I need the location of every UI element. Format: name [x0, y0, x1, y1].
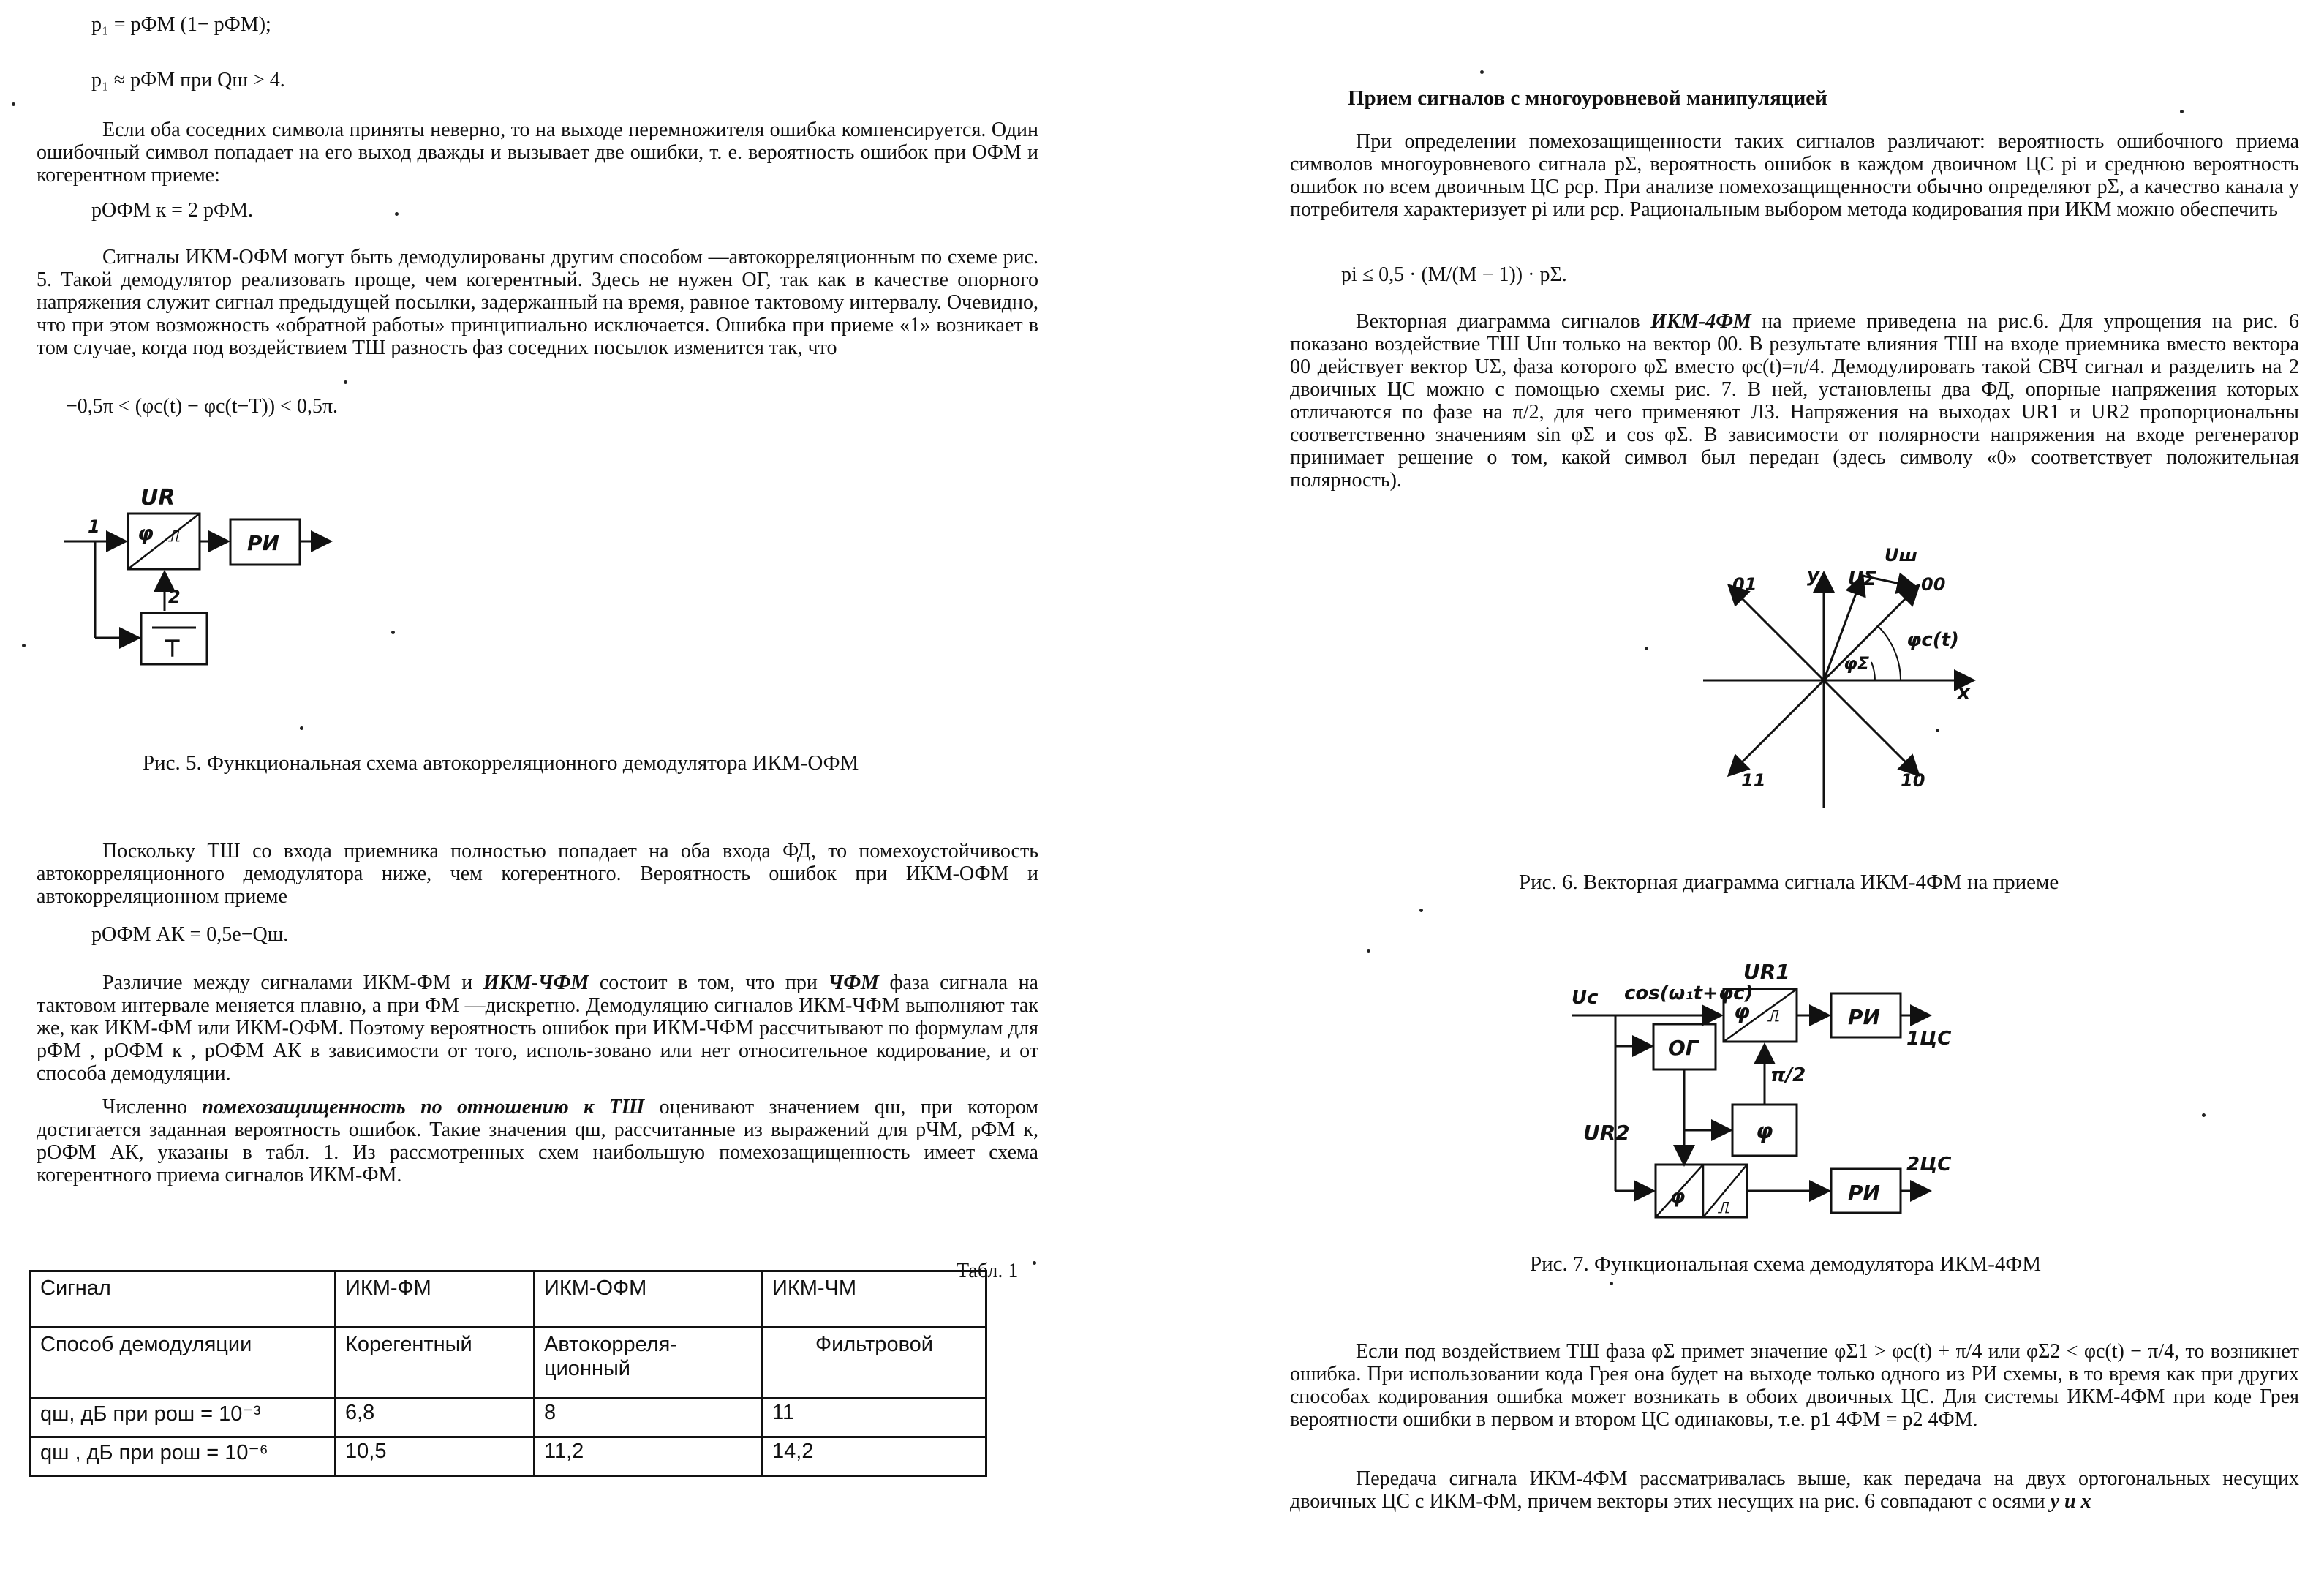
fig7-ur1-phi: φ [1734, 999, 1750, 1023]
fig7-ur2-phi: φ [1670, 1186, 1686, 1208]
fig5-delay-label: T [165, 635, 180, 663]
table-row [31, 1437, 986, 1476]
scan-speck [1936, 729, 1939, 732]
table-cell: Корегентный [336, 1328, 535, 1399]
table-cell: Автокорреля-ционный [535, 1328, 763, 1399]
paragraph-noise-immunity: Поскольку ТШ со входа приемника полностью попадает на оба входа ФД, то помехоустойчивость автокорреляционного демодулятора ниже, чем когерентного. Вероятность ошибок при ИКМ-ОФМ и автокорреляционном приеме [37, 840, 1038, 908]
paragraph-gray-code: Если под воздействием ТШ фаза φΣ примет значение φΣ1 > φc(t) + π/4 или φΣ2 < φc(t) − π/4, то возникнет ошибка. При использовании кода Грея она будет на выходе только одного из РИ схемы, в то время как при других способах кодирования ошибка может возникать в обоих двоичных ЦС. Для системы ИКМ-4ФМ при коде Грея вероятности ошибки в первом и втором ЦС одинаковы, т.е. p1 4ФМ = p2 4ФМ. [1290, 1340, 2299, 1431]
scan-speck [1645, 647, 1648, 650]
scan-speck [300, 726, 303, 730]
fig6-u-noise-label: Uш [1885, 545, 1917, 565]
scan-speck [391, 631, 395, 634]
table-cell: Сигнал [31, 1271, 336, 1328]
scan-speck [22, 644, 26, 647]
paragraph-vector-diagram: Векторная диаграмма сигналов ИКМ-4ФМ на приеме приведена на рис.6. Для упрощения на рис. 6 показано воздействие ТШ Uш только на вектор 00. В результате влияния ТШ на входе приемника вместо вектора 00 действует вектор UΣ, фаза которого φΣ вместо φc(t)=π/4. Демодулировать такой СВЧ сигнал и разделить на 2 двоичных ЦС можно с помощью схемы рис. 7. В ней, установлены два ФД, опорные напряжения которых отличаются по фазе на π/2, для чего применяют ЛЗ. Напряжения на выходах UR1 и UR2 пропорциональны соответственно значениям sin φΣ и cos φΣ. В зависимости от полярности напряжения на входе регенератор принимает решение о том, какой символ был передан (здесь символу «0» соответствует положительная полярность). [1290, 310, 2299, 492]
fig7-ri2: РИ [1848, 1181, 1880, 1205]
figure-5-caption: Рис. 5. Функциональная схема автокорреляционного демодулятора ИКМ-ОФМ [143, 751, 859, 775]
table-cell: qш , дБ при pош = 10⁻⁶ [31, 1437, 336, 1476]
right-page [1162, 0, 2324, 1572]
fig7-out2-label: 2ЦС [1906, 1154, 1952, 1176]
table-cell: 11 [763, 1399, 986, 1437]
scan-speck [2180, 110, 2184, 113]
fig7-ri1: РИ [1848, 1005, 1880, 1029]
fig6-u-sigma-label: UΣ [1848, 568, 1876, 590]
fig6-x-label: x [1958, 682, 1970, 704]
fig6-phi-c-label: φc(t) [1906, 629, 1959, 651]
figure-5-diagram [59, 483, 366, 680]
scan-speck [1480, 70, 1484, 74]
formula-p1-exact: p₁ = pФМ (1− pФМ); [91, 13, 271, 36]
table-cell: 14,2 [763, 1437, 986, 1476]
fig6-vector-11-label: 11 [1741, 770, 1766, 791]
table-cell: 6,8 [336, 1399, 535, 1437]
fig7-ur2-pulse: ⎍ [1718, 1199, 1729, 1217]
formula-pofm-ak: pОФМ АК = 0,5e−Qш. [91, 923, 289, 946]
paragraph-multilevel-definitions: При определении помехозащищенности таких сигналов различают: вероятность ошибочного приема символов многоуровневого сигнала pΣ, вероятность ошибок в каждом двоичном ЦС pi и среднюю вероятность ошибок по всем двоичным ЦС pср. При анализе помехозащищенности обычно определяют pΣ, а качество канала у потребителя характеризует pi или pср. Рациональным выбором метода кодирования при ИКМ можно обеспечить [1290, 130, 2299, 221]
fig5-ri: РИ [247, 531, 279, 555]
table-cell: qш, дБ при pош = 10⁻³ [31, 1399, 336, 1437]
fig7-ur1-label: UR1 [1743, 960, 1790, 984]
figure-7-caption: Рис. 7. Функциональная схема демодулятора ИКМ-4ФМ [1530, 1252, 2042, 1276]
fig7-out1-label: 1ЦС [1906, 1028, 1952, 1050]
table-row [31, 1328, 986, 1399]
fig6-phi-sigma-label: φΣ [1844, 653, 1870, 674]
left-page [0, 0, 1141, 1572]
table-cell: 10,5 [336, 1437, 535, 1476]
scan-speck [1033, 1261, 1036, 1265]
fig5-pulse: ⎍ [168, 527, 180, 546]
fig5-ur-label: UR [140, 485, 176, 511]
table-1-caption: Табл. 1 [957, 1260, 1019, 1282]
table-row [31, 1271, 986, 1328]
scan-speck [1419, 909, 1423, 912]
fig7-ur2-label: UR2 [1583, 1121, 1630, 1145]
figure-6-vector-diagram [1689, 545, 1996, 794]
fig7-uc-label: Uc [1572, 987, 1599, 1009]
scan-speck [12, 102, 15, 106]
figure-7-diagram [1572, 951, 1981, 1229]
scan-speck [344, 380, 347, 384]
fig7-og: ОГ [1668, 1036, 1699, 1060]
table-cell: ИКМ-ОФМ [535, 1271, 763, 1328]
paragraph-noise-threshold: Численно помехозащищенность по отношению к ТШ оценивают значением qш, при котором достигается заданная вероятность ошибок. Такие значения qш, рассчитанные из выражений для pЧМ, pФМ к, pОФМ АК, указаны в табл. 1. Из рассмотренных схем наибольшую помехозащищенность имеет схема когерентного приема сигналов ИКМ-ФМ. [37, 1096, 1039, 1186]
scan-speck [1367, 949, 1370, 953]
scan-speck [395, 212, 399, 216]
formula-p1-approx: p₁ ≈ pФМ при Qш > 4. [91, 69, 285, 91]
scan-speck [2202, 1113, 2206, 1117]
formula-pofm-k: pОФМ к = 2 pФМ. [91, 199, 253, 222]
fig5-feedback-label: 2 [168, 587, 181, 607]
fig6-vector-00-label: 00 [1921, 574, 1946, 595]
scan-speck [1610, 1282, 1613, 1285]
fig6-vector-10-label: 10 [1901, 770, 1925, 791]
table-cell: 8 [535, 1399, 763, 1437]
table-1 [29, 1270, 987, 1477]
paragraph-both-symbols: Если оба соседних символа приняты неверно, то на выходе перемножителя ошибка компенсируется. Один ошибочный символ попадает на его выход дважды и вызывает две ошибки, т. е. вероятность ошибок при ОФМ и когерентном приеме: [37, 119, 1038, 187]
fig7-phase-shifter: φ [1756, 1118, 1773, 1144]
fig7-cos-label: cos(ω₁t+φc) [1624, 982, 1754, 1004]
fig6-y-label: y [1807, 565, 1819, 587]
paragraph-orthogonal-carriers: Передача сигнала ИКМ-4ФМ рассматривалась выше, как передача на двух ортогональных несущих двоичных ЦС с ИКМ-ФМ, причем векторы этих несущих на рис. 6 совпадают с осями y и x [1290, 1467, 2299, 1513]
table-cell: ИКМ-ЧМ [763, 1271, 986, 1328]
table-cell: Фильтровой [763, 1328, 986, 1399]
table-row [31, 1399, 986, 1437]
formula-pi-bound: pi ≤ 0,5 · (M/(M − 1)) · pΣ. [1341, 263, 1567, 286]
section-heading: Прием сигналов с многоуровневой манипуляцией [1348, 86, 1827, 110]
figure-6-caption: Рис. 6. Векторная диаграмма сигнала ИКМ-4ФМ на приеме [1519, 870, 2059, 894]
table-cell: 11,2 [535, 1437, 763, 1476]
table-cell: Способ демодуляции [31, 1328, 336, 1399]
fig6-vector-01-label: 01 [1732, 574, 1757, 595]
fig7-ur1-pulse: ⎍ [1767, 1007, 1779, 1026]
fig5-phi: φ [137, 521, 154, 545]
fig5-input-label: 1 [88, 516, 100, 537]
formula-phase-difference: −0,5π < (φc(t) − φc(t−T)) < 0,5π. [66, 395, 339, 418]
table-cell: ИКМ-ФМ [336, 1271, 535, 1328]
paragraph-autocorrelation: Сигналы ИКМ-ОФМ могут быть демодулированы другим способом —автокорреляционным по схеме рис. 5. Такой демодулятор реализовать проще, чем когерентный. Здесь не нужен ОГ, так как в качестве опорного напряжения служит сигнал предыдущей посылки, задержанный на время, равное тактовому интервалу. Очевидно, что при этом возможность «обратной работы» принципиально исключается. Ошибка при приеме «1» возникает в том случае, когда под воздействием ТШ разность фаз соседних посылок изменится так, что [37, 246, 1038, 359]
fig7-pi2-label: π/2 [1770, 1064, 1806, 1086]
paragraph-chfm-difference: Различие между сигналами ИКМ-ФМ и ИКМ-ЧФМ состоит в том, что при ЧФМ фаза сигнала на тактовом интервале меняется плавно, а при ФМ —дискретно. Демодуляцию сигналов ИКМ-ЧФМ выполняют так же, как ИКМ-ФМ или ИКМ-ОФМ. Поэтому вероятность ошибок при ИКМ-ЧФМ рассчитывают по формулам для pФМ , pОФМ к , pОФМ АК в зависимости от того, исполь-зовано или нет относительное кодирование, и от способа демодуляции. [37, 971, 1038, 1085]
